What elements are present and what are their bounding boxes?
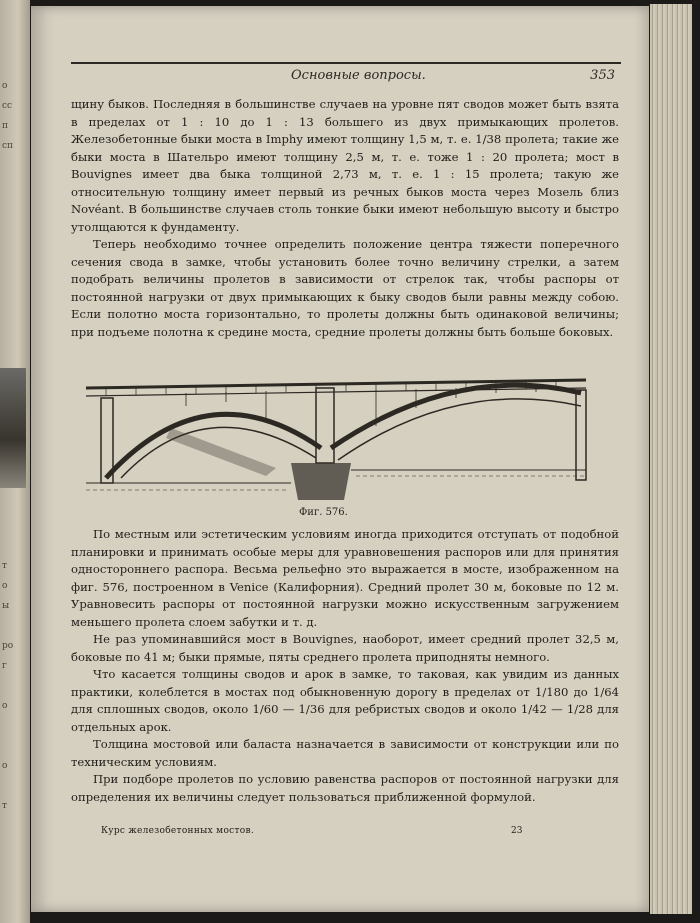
paragraph: Не раз упоминавшийся мост в Bouvignes, наоборот, имеет средний пролет 32,5 м, боковые по 41 м; быки прямые, пяты среднего пролета приподняты немного. — [71, 632, 619, 664]
left-page-fragment: сп — [2, 141, 14, 151]
footer-book-title: Курс железобетонных мостов. — [101, 826, 255, 836]
paragraph: При подборе пролетов по условию равенства распоров от постоянной нагрузки для определения их величины следует пользоваться приближенной формулой. — [71, 772, 619, 804]
left-page-fragment: сс — [2, 101, 13, 111]
figure-caption: Фиг. 576. — [299, 507, 348, 518]
paragraph: Что касается толщины сводов и арок в замке, то таковая, как увидим из данных практики, колеблется в мостах под обыкновенную дорогу в пределах от 1/180 до 1/64 для сплошных сводов, около 1/60 — 1/36 для ребристых сводов и около 1/42 — 1/28 для отдельных арок. — [71, 667, 619, 734]
page-number: 353 — [590, 68, 615, 83]
left-page-fragment: о — [2, 81, 8, 91]
arch-bridge-figure — [76, 368, 596, 508]
book-page — [31, 6, 649, 912]
left-page-fragment: ы — [2, 601, 10, 611]
left-page-edge — [0, 0, 30, 923]
footer-signature: 23 — [511, 826, 523, 836]
left-page-fragment: п — [2, 121, 8, 131]
left-page-fragment: т — [2, 561, 7, 571]
left-page-fragment: о — [2, 761, 8, 771]
paragraph: Теперь необходимо точнее определить положение центра тяжести поперечного сечения свода в замке, чтобы установить более точно величину стрелки, а затем подобрать величины пролетов в зависимости от стрелок так, чтобы распоры от постоянной нагрузки от двух примыкающих к быку сводов были равны между собою. Если полотно моста горизонтально, то пролеты должны быть одинаковой величины; при подъеме полотна к средине моста, средние пролеты должны быть больше боковых. — [71, 237, 619, 339]
left-page-fragment: о — [2, 701, 8, 711]
body-text-top — [71, 96, 619, 341]
left-page-fragment: т — [2, 801, 7, 811]
paragraph: Толщина мостовой или баласта назначается в зависимости от конструкции или по техническим условиям. — [71, 737, 619, 769]
header-title: Основные вопросы. — [291, 68, 426, 83]
paragraph: По местным или эстетическим условиям иногда приходится отступать от подобной планировки и принимать особые меры для уравновешения распоров или для принятия одностороннего распора. Весьма рельефно это выражается в мосте, изображенном на фиг. 576, построенном в Venice (Калифорния). Средний пролет 30 м, боковые по 12 м. Уравновесить распоры от постоянной нагрузки можно искусственным загружением меньшего пролета слоем забутки и т. д. — [71, 527, 619, 629]
page-stack-edge — [650, 4, 692, 914]
paragraph: щину быков. Последняя в большинстве случаев на уровне пят сводов может быть взята в пределах от 1 : 10 до 1 : 13 большего из двух примыкающих пролетов. Железобетонные быки моста в Imphy имеют толщину 1,5 м, т. е. 1/38 пролета; такие же быки моста в Шательро имеют толщину 2,5 м, т. е. тоже 1 : 20 пролета; мост в Bouvignes имеет два быка толщиной 2,73 м, т. е. 1 : 15 пролета; такую же относительную толщину имеет первый из речных быков моста через Мозель близ Novéant. В большинстве случаев столь тонкие быки имеют небольшую высоту и быстро утолщаются к фундаменту. — [71, 97, 619, 234]
left-page-fragment: ро — [2, 641, 14, 651]
body-text-bottom — [71, 526, 619, 806]
running-header — [71, 62, 621, 84]
left-page-fragment: г — [2, 661, 7, 671]
left-page-photo — [0, 368, 26, 488]
left-page-fragment: о — [2, 581, 8, 591]
